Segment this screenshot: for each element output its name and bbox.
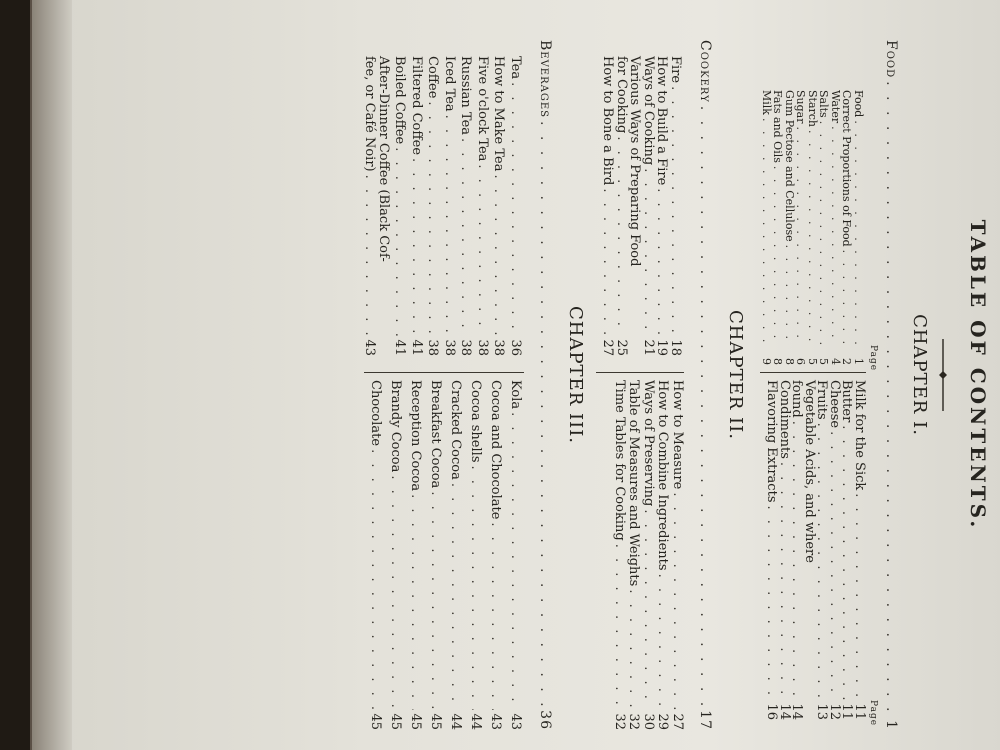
entry-page: 38 bbox=[442, 339, 457, 356]
entry-label: Cocoa and Chocolate bbox=[488, 380, 503, 520]
entry-page: 25 bbox=[614, 339, 629, 356]
entry-label: Time Tables for Cooking bbox=[612, 380, 627, 541]
entry-page: 17 bbox=[697, 710, 713, 730]
toc-entry bbox=[777, 380, 791, 720]
toc-entry bbox=[488, 380, 502, 730]
entry-page: 14 bbox=[789, 703, 805, 720]
entry-page: 8 bbox=[771, 358, 785, 365]
entry-label: How to Make Tea bbox=[491, 56, 507, 172]
entry-label: Cheese bbox=[827, 380, 842, 429]
page-content bbox=[32, 0, 1000, 750]
toc-entry bbox=[853, 90, 864, 365]
toc-entry bbox=[668, 56, 682, 356]
entry-label: Cocoa shells bbox=[468, 380, 483, 463]
entry-page: 27 bbox=[600, 339, 616, 356]
entry-label: Boiled Coffee bbox=[392, 56, 408, 145]
entry-label: Brandy Cocoa bbox=[388, 380, 403, 473]
entry-label: found bbox=[789, 380, 805, 418]
entry-page: 9 bbox=[760, 358, 773, 365]
toc-entry bbox=[393, 56, 407, 356]
entry-label: Fire bbox=[668, 56, 683, 84]
entry-label: Milk for the Sick bbox=[852, 380, 867, 491]
toc-entry bbox=[819, 90, 830, 365]
toc-entry bbox=[614, 56, 628, 356]
chapter-1-heading: CHAPTER I. bbox=[909, 314, 930, 436]
toc-entry bbox=[670, 380, 684, 730]
toc-entry bbox=[655, 56, 669, 356]
entry-label: Reception Cocoa bbox=[408, 380, 423, 492]
entry-label: Fruits bbox=[814, 380, 830, 420]
entry-page: 38 bbox=[475, 339, 490, 356]
toc-entry bbox=[388, 380, 402, 730]
entry-page: 38 bbox=[458, 339, 474, 356]
toc-entry bbox=[428, 380, 442, 730]
entry-label: How to Combine Ingredients bbox=[655, 380, 671, 571]
chapter-2-main-entry bbox=[698, 40, 712, 730]
entry-label: How to Build a Fire bbox=[654, 56, 670, 186]
entry-label: Salts bbox=[817, 90, 831, 118]
entry-label: Various Ways of Preparing Food bbox=[627, 56, 643, 267]
toc-entry bbox=[468, 380, 482, 730]
entry-page: 36 bbox=[508, 339, 523, 356]
entry-label: Cracked Cocoa bbox=[448, 380, 463, 480]
entry-label: Chocolate bbox=[368, 380, 383, 447]
entry-page: 41 bbox=[409, 339, 424, 356]
toc-entry bbox=[368, 380, 382, 730]
toc-entry bbox=[842, 90, 853, 365]
entry-label: Coffee bbox=[425, 56, 441, 99]
toc-entry bbox=[475, 56, 489, 356]
entry-page: 27 bbox=[670, 713, 685, 730]
toc-entry bbox=[773, 90, 784, 365]
entry-page: 5 bbox=[817, 358, 831, 365]
entry-page: 32 bbox=[612, 713, 627, 730]
entry-label: Flavoring Extracts bbox=[764, 380, 780, 503]
page-column-header-left: Page bbox=[868, 345, 878, 372]
entry-page: 45 bbox=[428, 713, 443, 730]
entry-label: Condiments bbox=[777, 380, 792, 459]
entry-page: 6 bbox=[794, 358, 808, 365]
entry-label: Kola bbox=[508, 380, 523, 410]
entry-label: Ways of Cooking bbox=[641, 56, 656, 166]
entry-page: 45 bbox=[408, 713, 423, 730]
entry-label: Butter bbox=[839, 380, 855, 423]
entry-page: 1 bbox=[852, 358, 865, 365]
entry-label: for Cooking bbox=[614, 56, 629, 134]
entry-page: 21 bbox=[641, 339, 656, 356]
toc-entry bbox=[765, 380, 779, 720]
entry-label: Fats and Oils bbox=[771, 90, 785, 163]
column-divider bbox=[760, 372, 866, 373]
book-page bbox=[30, 0, 1000, 750]
entry-label: Starch bbox=[806, 90, 819, 128]
entry-page: 12 bbox=[827, 703, 842, 720]
entry-page: 30 bbox=[641, 713, 656, 730]
entry-page: 38 bbox=[425, 339, 441, 356]
toc-entry bbox=[641, 56, 655, 356]
entry-page: 1 bbox=[883, 720, 899, 730]
entry-label: How to Bone a Bird bbox=[600, 56, 616, 186]
entry-label: Sugar bbox=[794, 90, 808, 124]
toc-entry bbox=[641, 380, 655, 730]
chapter-1-main-entry bbox=[884, 40, 898, 730]
chapter-2-heading: CHAPTER II. bbox=[725, 310, 746, 440]
entry-label: Food bbox=[883, 40, 899, 79]
entry-page: 44 bbox=[448, 713, 463, 730]
entry-label: Gum Pectose and Cellulose bbox=[783, 90, 796, 242]
entry-page: 43 bbox=[362, 339, 377, 356]
entry-page: 19 bbox=[654, 339, 670, 356]
toc-entry bbox=[459, 56, 473, 356]
entry-label: Vegetable Acids, and where bbox=[802, 380, 817, 563]
toc-entry bbox=[830, 90, 841, 365]
entry-label: Food bbox=[852, 90, 865, 118]
entry-page: 8 bbox=[783, 358, 796, 365]
toc-entry bbox=[852, 380, 866, 720]
entry-page: 11 bbox=[852, 703, 867, 720]
entry-page: 41 bbox=[392, 339, 408, 356]
page-column-header-right: Page bbox=[868, 700, 878, 727]
entry-label: Water bbox=[829, 90, 842, 124]
entry-label: Milk bbox=[760, 90, 773, 115]
entry-label: Iced Tea bbox=[442, 56, 457, 112]
entry-page: 11 bbox=[839, 703, 855, 720]
entry-label: Breakfast Cocoa bbox=[428, 380, 443, 489]
entry-label: After-Dinner Coffee (Black Cof- bbox=[376, 56, 391, 262]
column-divider bbox=[364, 372, 524, 373]
toc-entry bbox=[442, 56, 456, 356]
toc-entry bbox=[827, 380, 841, 720]
ornament-divider-icon bbox=[936, 339, 950, 411]
entry-page: 36 bbox=[537, 710, 553, 730]
toc-entry bbox=[784, 90, 795, 365]
entry-page: 5 bbox=[806, 358, 819, 365]
chapter-3-heading: CHAPTER III. bbox=[565, 305, 586, 445]
toc-entry bbox=[376, 56, 390, 356]
entry-page: 38 bbox=[491, 339, 507, 356]
column-divider bbox=[596, 372, 684, 373]
toc-entry bbox=[408, 380, 422, 730]
toc-entry bbox=[426, 56, 440, 356]
entry-label: How to Measure bbox=[670, 380, 685, 490]
entry-label: Tea bbox=[508, 56, 523, 80]
entry-label: Cookery bbox=[697, 40, 713, 103]
toc-entry bbox=[761, 90, 772, 365]
toc-entry bbox=[807, 90, 818, 365]
entry-label: Correct Proportions of Food bbox=[840, 90, 854, 247]
chapter-3-main-entry bbox=[538, 40, 552, 730]
entry-page: 16 bbox=[764, 703, 780, 720]
entry-page: 2 bbox=[840, 358, 854, 365]
entry-page: 45 bbox=[388, 713, 403, 730]
toc-entry bbox=[840, 380, 854, 720]
entry-page: 45 bbox=[368, 713, 383, 730]
entry-page: 13 bbox=[814, 703, 830, 720]
entry-page: 18 bbox=[668, 339, 683, 356]
entry-page: 14 bbox=[777, 703, 792, 720]
chapter-3-continuation-entry bbox=[362, 56, 376, 356]
toc-entry bbox=[612, 380, 626, 730]
entry-label: fee, or Café Noir) bbox=[362, 56, 377, 172]
entry-label: Five o'clock Tea bbox=[475, 56, 490, 162]
entry-label: Russian Tea bbox=[458, 56, 474, 136]
entry-label: Beverages bbox=[537, 40, 553, 118]
toc-entry bbox=[508, 380, 522, 730]
entry-page: 29 bbox=[655, 713, 671, 730]
entry-label: Table of Measures and Weights bbox=[626, 380, 642, 587]
toc-entry bbox=[448, 380, 462, 730]
entry-page: 32 bbox=[626, 713, 642, 730]
entry-label: Ways of Preserving bbox=[641, 380, 656, 507]
entry-page: 44 bbox=[468, 713, 483, 730]
page-title: TABLE OF CONTENTS. bbox=[966, 219, 990, 531]
toc-entry bbox=[628, 56, 642, 356]
entry-label: Filtered Coffee bbox=[409, 56, 424, 156]
toc-entry bbox=[492, 56, 506, 356]
toc-entry bbox=[627, 380, 641, 730]
toc-entry bbox=[796, 90, 807, 365]
toc-entry bbox=[409, 56, 423, 356]
toc-entry bbox=[802, 380, 816, 720]
entry-page: 43 bbox=[508, 713, 523, 730]
entry-page: 4 bbox=[829, 358, 842, 365]
toc-entry bbox=[601, 56, 615, 356]
entry-page: 43 bbox=[488, 713, 503, 730]
toc-entry bbox=[656, 380, 670, 730]
toc-entry bbox=[508, 56, 522, 356]
